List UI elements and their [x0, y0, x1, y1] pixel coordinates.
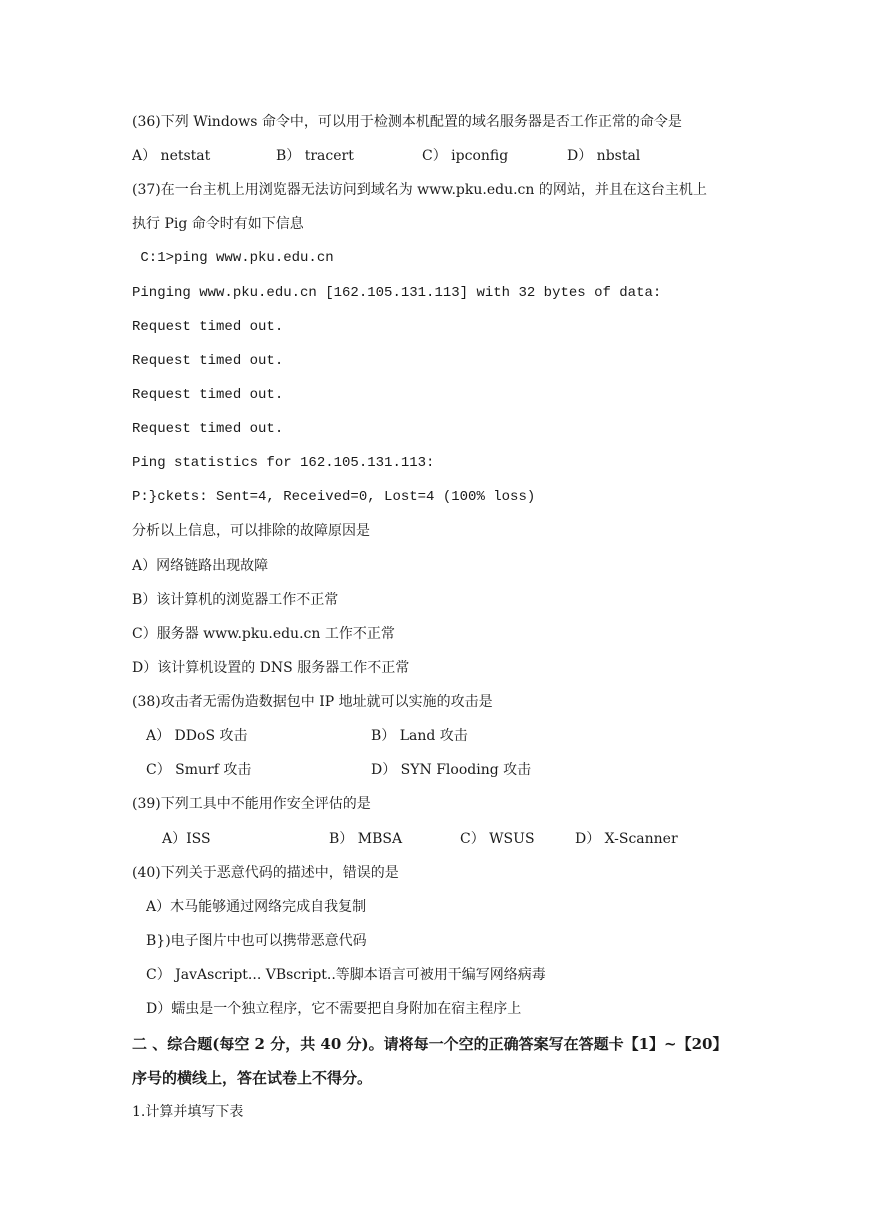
console-line: Request timed out.	[132, 421, 284, 437]
q37-option-b: B）该计算机的浏览器工作不正常	[132, 592, 339, 608]
q38-option-c: C） Smurf 攻击	[146, 762, 252, 778]
q37-option-a: A）网络链路出现故障	[132, 558, 269, 574]
q40-stem: (40)下列关于恶意代码的描述中，错误的是	[132, 865, 399, 881]
q38-option-b: B） Land 攻击	[371, 728, 468, 744]
q40-option-a: A）木马能够通过网络完成自我复制	[146, 899, 367, 915]
console-line: Ping statistics for 162.105.131.113:	[132, 455, 435, 471]
console-line: Request timed out.	[132, 319, 284, 335]
q36-option-a: A） netstat	[132, 148, 211, 164]
q36-option-b: B） tracert	[276, 148, 354, 164]
q37-option-d: D）该计算机设置的 DNS 服务器工作不正常	[132, 660, 410, 676]
q36-stem: (36)下列 Windows 命令中，可以用于检测本机配置的域名服务器是否工作正常的命令是	[132, 114, 682, 130]
console-line: C:1>ping www.pku.edu.cn	[132, 250, 334, 266]
q40-option-d: D）蠕虫是一个独立程序，它不需要把自身附加在宿主程序上	[146, 1001, 522, 1017]
q39-option-b: B） MBSA	[329, 831, 403, 847]
q39-option-d: D） X-Scanner	[575, 831, 678, 847]
section2-heading-line1: 二 、综合题(每空 2 分，共 40 分)。请将每一个空的正确答案写在答题卡【1】~【20】	[132, 1035, 728, 1053]
q37-option-c: C）服务器 www.pku.edu.cn 工作不正常	[132, 626, 395, 642]
console-line: Request timed out.	[132, 387, 284, 403]
q38-stem: (38)攻击者无需伪造数据包中 IP 地址就可以实施的攻击是	[132, 694, 493, 710]
q37-stem-line2: 执行 Pig 命令时有如下信息	[132, 216, 304, 232]
console-line: Pinging www.pku.edu.cn [162.105.131.113] with 32 bytes of data:	[132, 285, 662, 301]
q39-stem: (39)下列工具中不能用作安全评估的是	[132, 796, 371, 812]
console-line: Request timed out.	[132, 353, 284, 369]
q36-option-c: C） ipconfig	[422, 148, 509, 164]
section2-heading-line2: 序号的横线上，答在试卷上不得分。	[132, 1069, 373, 1087]
section2-item1: 1.计算并填写下表	[132, 1104, 244, 1120]
q37-question: 分析以上信息，可以排除的故障原因是	[132, 523, 370, 539]
q38-option-a: A） DDoS 攻击	[146, 728, 248, 744]
q39-option-a: A）ISS	[162, 831, 211, 847]
q40-option-b: B})电子图片中也可以携带恶意代码	[146, 933, 367, 949]
q37-stem-line1: (37)在一台主机上用浏览器无法访问到域名为 www.pku.edu.cn 的网站，并且在这台主机上	[132, 182, 707, 198]
q39-option-c: C） WSUS	[460, 831, 535, 847]
q40-option-c: C） JavAscript... VBscript..等脚本语言可被用干编写网络病毒	[146, 967, 546, 983]
q36-option-d: D） nbstal	[567, 148, 641, 164]
q38-option-d: D） SYN Flooding 攻击	[371, 762, 532, 778]
console-line: P:}ckets: Sent=4, Received=0, Lost=4 (100% loss)	[132, 489, 536, 505]
